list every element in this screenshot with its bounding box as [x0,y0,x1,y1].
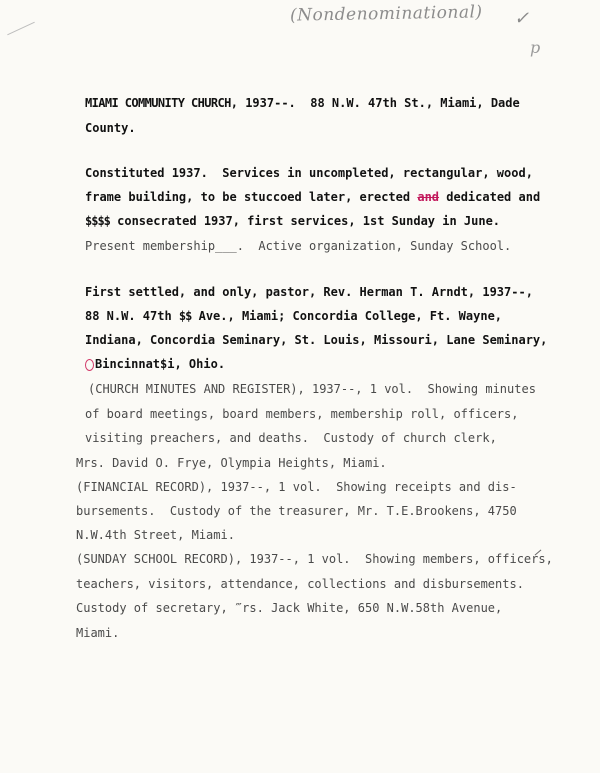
pastor-address-start: 88 N.W. 47th [85,309,179,323]
history-line-2-start: frame building, to be stuccoed later, erected [85,190,418,204]
financial-record-line-2: bursements. Custody of the treasurer, Mr. T.E.Brookens, 4750 [76,504,517,518]
church-minutes-line-2: of board meetings, board members, membership roll, officers, [85,407,519,421]
membership-line: Present membership___. Active organization, Sunday School. [85,239,512,253]
typed-overstrike: $$$$ [85,214,110,228]
pastor-line-4 [85,357,225,371]
sunday-school-line-2: teachers, visitors, attendance, collections and disbursements. [76,577,524,591]
struck-word: and [417,190,440,204]
pastor-line-4-text: Bincinnat$i, Ohio. [95,357,226,371]
handwritten-p-mark: p [530,38,541,57]
handwritten-note: (Nondenominational) [289,2,483,26]
typed-overstrike: $$ [178,309,192,323]
church-title-line [85,96,520,110]
pastor-address-end: Ave., Miami; Concordia College, Ft. Wayne, [191,309,503,323]
sunday-school-line-4: Miami. [76,626,120,640]
history-line-3-text: consecrated 1937, first services, 1st Sunday in June. [109,214,501,228]
history-line-2 [85,190,540,204]
history-line-3 [85,214,500,228]
history-line-1: Constituted 1937. Services in uncompleted, rectangular, wood, [85,166,533,180]
sunday-school-line-1: (SUNDAY SCHOOL RECORD), 1937--, 1 vol. Showing members, officers, [76,552,553,566]
financial-record-line-1: (FINANCIAL RECORD), 1937--, 1 vol. Showing receipts and dis- [76,480,517,494]
corner-pencil-mark [7,22,35,36]
church-minutes-line-4: Mrs. David O. Frye, Olympia Heights, Miami. [76,456,387,470]
correction-circle-mark [85,359,94,371]
financial-record-line-3: N.W.4th Street, Miami. [76,528,235,542]
church-county-line: County. [85,121,136,135]
history-line-2-end: dedicated and [439,190,541,204]
church-name: MIAMI COMMUNITY CHURCH [85,96,231,110]
pastor-line-2 [85,309,502,323]
sunday-school-line-3: Custody of secretary, ‴rs. Jack White, 650 N.W.58th Avenue, [76,601,503,615]
pastor-line-3: Indiana, Concordia Seminary, St. Louis, Missouri, Lane Seminary, [85,333,548,347]
church-minutes-line-1: (CHURCH MINUTES AND REGISTER), 1937--, 1 vol. Showing minutes [88,382,536,396]
church-address: , 1937--. 88 N.W. 47th St., Miami, Dade [230,96,520,110]
pastor-line-1: First settled, and only, pastor, Rev. Herman T. Arndt, 1937--, [85,285,533,299]
church-minutes-line-3: visiting preachers, and deaths. Custody of church clerk, [85,431,497,445]
handwritten-checkmark: ✓ [514,8,530,29]
